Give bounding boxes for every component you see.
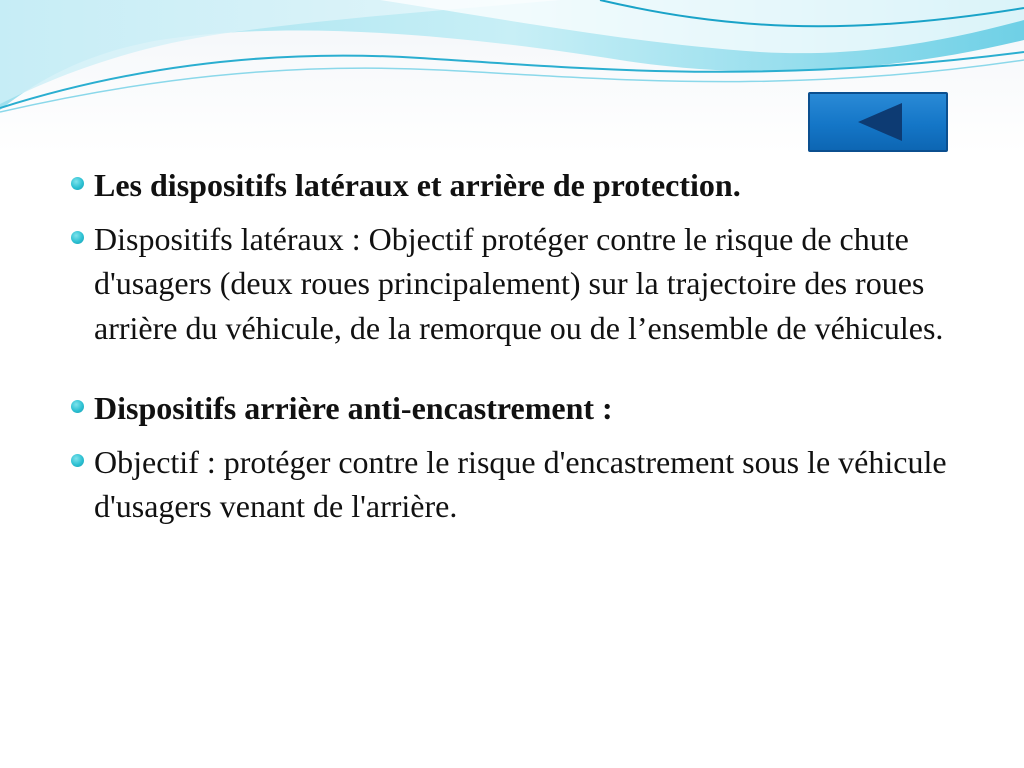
bullet-item-lateral bbox=[68, 217, 968, 351]
bullet-text: Objectif : protéger contre le risque d'encastrement sous le véhicule d'usagers venant de l'arrière. bbox=[94, 443, 947, 524]
bullet-item-rear-title bbox=[68, 386, 968, 431]
back-button[interactable] bbox=[808, 92, 948, 152]
bullet-text: Dispositifs latéraux : Objectif protéger contre le risque de chute d'usagers (deux roues principalement) sur la trajectoire des roues arrière du véhicule, de la remorque ou de l’ensemble de véhicules. bbox=[94, 220, 944, 346]
bullet-dot-icon bbox=[71, 454, 84, 467]
bullet-text: Dispositifs arrière anti-encastrement : bbox=[94, 390, 613, 426]
bullet-dot-icon bbox=[71, 231, 84, 244]
bullet-list bbox=[68, 163, 968, 538]
triangle-left-icon bbox=[810, 94, 946, 150]
bullet-item-rear-objective bbox=[68, 440, 968, 529]
bullet-dot-icon bbox=[71, 177, 84, 190]
bullet-item-title bbox=[68, 163, 968, 208]
bullet-dot-icon bbox=[71, 400, 84, 413]
bullet-text: Les dispositifs latéraux et arrière de protection. bbox=[94, 167, 741, 203]
